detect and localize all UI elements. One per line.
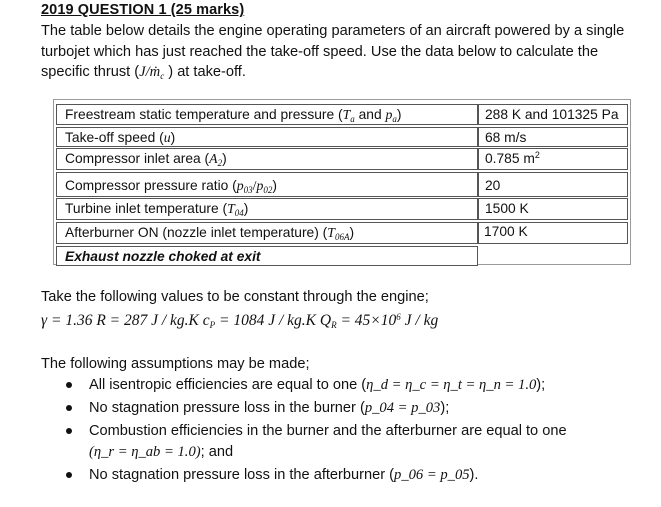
param-text: Compressor pressure ratio ( [65,178,237,193]
param-text: Turbine inlet temperature ( [65,201,228,216]
table-cell-parameter [56,222,478,244]
item-text: No stagnation pressure loss in the afterburner ( [89,467,395,483]
param-symbol: T [342,107,351,122]
bullet-icon [66,428,72,434]
constants-equation [41,312,438,330]
param-text: ) [170,130,176,145]
intro-text: specific thrust ( [41,64,140,80]
table-cell-value: 288 K and 101325 Pa [478,104,628,125]
param-text: Take-off speed ( [65,130,164,145]
param-text: ) [396,107,402,122]
assumptions-lead: The following assumptions may be made; [41,356,310,372]
item-text: Combustion efficiencies in the burner and the afterburner are equal to one [89,423,567,439]
table-cell-parameter [56,172,478,197]
question-heading: 2019 QUESTION 1 (25 marks) [41,2,245,18]
table-cell-parameter [56,104,478,125]
item-text: All isentropic efficiencies are equal to one ( [89,377,367,393]
param-subscript: 02 [263,185,273,195]
param-subscript: 03 [243,185,253,195]
item-text: ; and [200,444,234,460]
param-text: Freestream static temperature and pressure ( [65,107,343,122]
table-cell-value: 20 [478,172,628,197]
param-text: ) [349,225,355,240]
param-symbol: p [256,178,264,193]
param-text: and [354,107,386,122]
constants-text: γ = 1.36 R = 287 J / kg.K c [41,312,210,329]
item-text: ); [440,400,450,416]
table-cell-value: 1500 K [478,198,628,220]
param-subscript: 04 [234,208,244,218]
intro-line: turbojet which has just reached the take-off speed. Use the data below to calculate the [41,43,599,60]
param-symbol: T [227,201,235,216]
formula-subscript: c [160,71,165,81]
item-formula: (η_r = η_ab = 1.0) [89,444,201,460]
param-text: / [252,178,257,193]
value-text: 0.785 m [485,151,535,166]
table-cell-value-text: 1700 K [484,224,528,239]
table-cell-value: 68 m/s [478,127,628,147]
intro-line: The table below details the engine operating parameters of an aircraft powered by a single [41,23,625,39]
param-symbol: p [385,107,393,122]
param-subscript: 06A [334,232,350,242]
param-text: Compressor inlet area ( [65,151,210,166]
table-cell-value [478,148,628,170]
assumptions-list [66,375,646,486]
item-formula: p_04 = p_03 [364,400,441,416]
param-text: ) [243,201,249,216]
constants-lead: Take the following values to be constant through the engine; [41,289,429,305]
intro-text: ) at take-off. [164,64,246,80]
exponent: 6 [396,312,401,322]
constants-text: = 45×10 [336,312,397,329]
specific-thrust-formula: J/ṁ [139,64,161,80]
table-cell-parameter [56,198,478,220]
question-intro [41,21,641,83]
bullet-icon [66,472,72,478]
intro-line [41,62,641,83]
item-formula: η_d = η_c = η_t = η_n = 1.0 [366,377,537,393]
list-item [66,375,646,396]
list-item [66,398,646,419]
constants-text: = 1084 J / kg.K Q [215,312,332,329]
param-subscript: a [350,114,355,124]
param-subscript: 2 [217,158,223,168]
param-symbol: p [236,178,244,193]
bullet-icon [66,405,72,411]
item-formula: p_06 = p_05 [394,467,470,483]
constants-text: J / kg [400,312,439,329]
item-text: ). [469,467,479,483]
item-text: No stagnation pressure loss in the burner ( [89,400,365,416]
param-text: Afterburner ON (nozzle inlet temperature) ( [65,225,328,240]
bullet-icon [66,382,72,388]
cp-subscript: P [209,320,216,330]
param-text: ) [222,151,227,166]
table-cell-parameter [56,127,478,147]
param-symbol: u [163,130,171,145]
table-cell-parameter [56,148,478,170]
value-superscript: 2 [534,150,540,160]
list-item [66,465,646,486]
param-subscript: a [392,114,397,124]
qr-subscript: R [331,320,337,330]
list-item [66,421,646,463]
item-text: ); [536,377,546,393]
param-symbol: T [327,225,335,240]
param-text: ) [272,178,278,193]
param-symbol: A [209,151,218,166]
table-cell-parameter: Exhaust nozzle choked at exit [56,246,478,266]
